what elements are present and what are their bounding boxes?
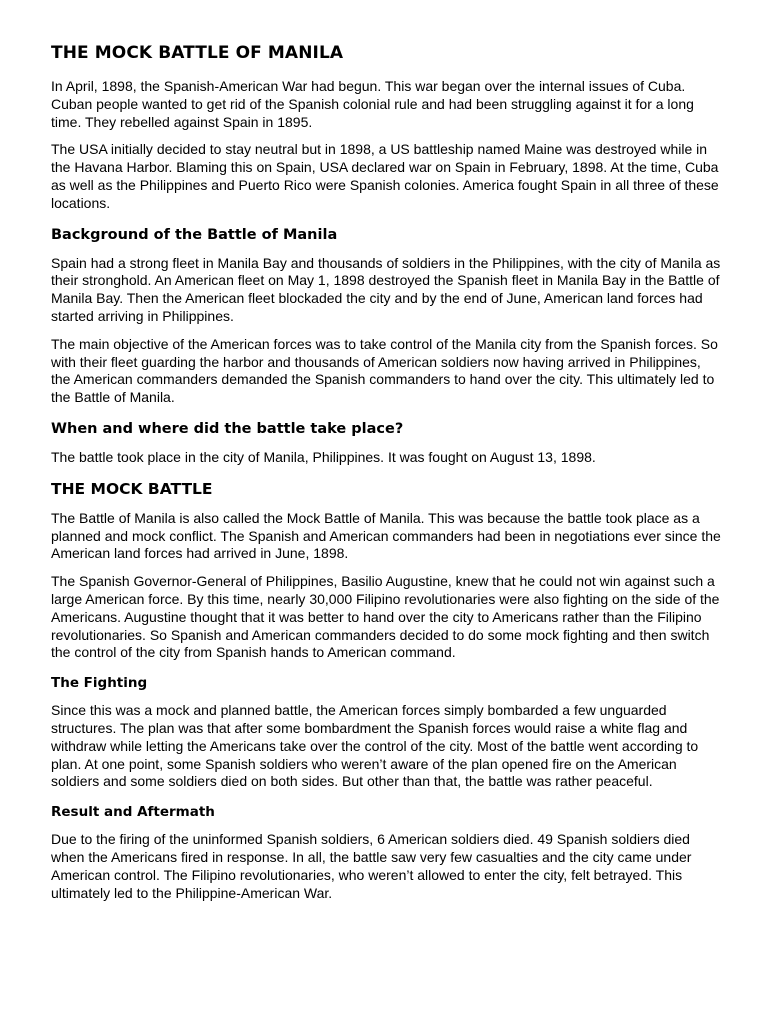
document-page — [51, 42, 721, 912]
when-where-paragraph-1: The battle took place in the city of Manila, Philippines. It was fought on August 13, 1898. — [51, 448, 596, 465]
background-paragraph-1: Spain had a strong fleet in Manila Bay and thousands of soldiers in the Philippines, with the city of Manila as their stronghold. An American fleet on May 1, 1898 destroyed the Spanish fleet in Manila Bay in the Battle of Manila Bay. Then the American fleet blockaded the city and by the end of June, American land forces had started arriving in Philippines. — [51, 254, 721, 324]
background-paragraph-2: The main objective of the American forces was to take control of the Manila city from the Spanish forces. So with their fleet guarding the harbor and thousands of American soldiers now having arrived in Philippines, the American commanders demanded the Spanish commanders to hand over the city. This ultimately led to the Battle of Manila. — [51, 335, 718, 406]
intro-paragraph-1: In April, 1898, the Spanish-American War had begun. This war began over the internal issues of Cuba. Cuban people wanted to get rid of the Spanish colonial rule and had been struggling against it for a long time. They rebelled against Spain in 1895. — [51, 78, 694, 130]
result-heading: Result and Aftermath — [51, 804, 215, 821]
when-where-heading: When and where did the battle take place? — [51, 420, 404, 437]
fighting-heading: The Fighting — [51, 675, 148, 692]
fighting-paragraph-1: Since this was a mock and planned battle, the American forces simply bombarded a few unguarded structures. The plan was that after some bombardment the Spanish forces would raise a white flag and withdraw while letting the Americans take over the control of the city. Most of the battle went according to plan. At one point, some Spanish soldiers who weren’t aware of the plan opened fire on the American soldiers and some soldiers died on both sides. But other than that, the battle was rather peaceful. — [51, 702, 699, 790]
mock-battle-paragraph-2: The Spanish Governor-General of Philippines, Basilio Augustine, knew that he could not win against such a large American force. By this time, nearly 30,000 Filipino revolutionaries were also fighting on the side of the Americans. Augustine thought that it was better to hand over the city to Americans rather than the Filipino revolutionaries. So Spanish and American commanders decided to do some mock fighting and then switch the control of the city from Spanish hands to American command. — [51, 573, 720, 661]
result-paragraph-1: Due to the firing of the uninformed Spanish soldiers, 6 American soldiers died. 49 Spanish soldiers died when the Americans fired in response. In all, the battle saw very few casualties and the city came under American control. The Filipino revolutionaries, who weren’t allowed to enter the city, felt betrayed. This ultimately led to the Philippine-American War. — [51, 831, 692, 901]
intro-paragraph-2: The USA initially decided to stay neutral but in 1898, a US battleship named Maine was destroyed while in the Havana Harbor. Blaming this on Spain, USA declared war on Spain in February, 1898. At the time, Cuba as well as the Philippines and Puerto Rico were Spanish colonies. America fought Spain in all three of these locations. — [51, 141, 719, 211]
document-title: THE MOCK BATTLE OF MANILA — [51, 43, 344, 63]
mock-battle-heading: THE MOCK BATTLE — [51, 479, 213, 498]
mock-battle-paragraph-1: The Battle of Manila is also called the Mock Battle of Manila. This was because the battle took place as a planned and mock conflict. The Spanish and American commanders had been in negotiations ever since the American land forces had arrived in June, 1898. — [51, 509, 721, 562]
background-heading: Background of the Battle of Manila — [51, 226, 338, 243]
